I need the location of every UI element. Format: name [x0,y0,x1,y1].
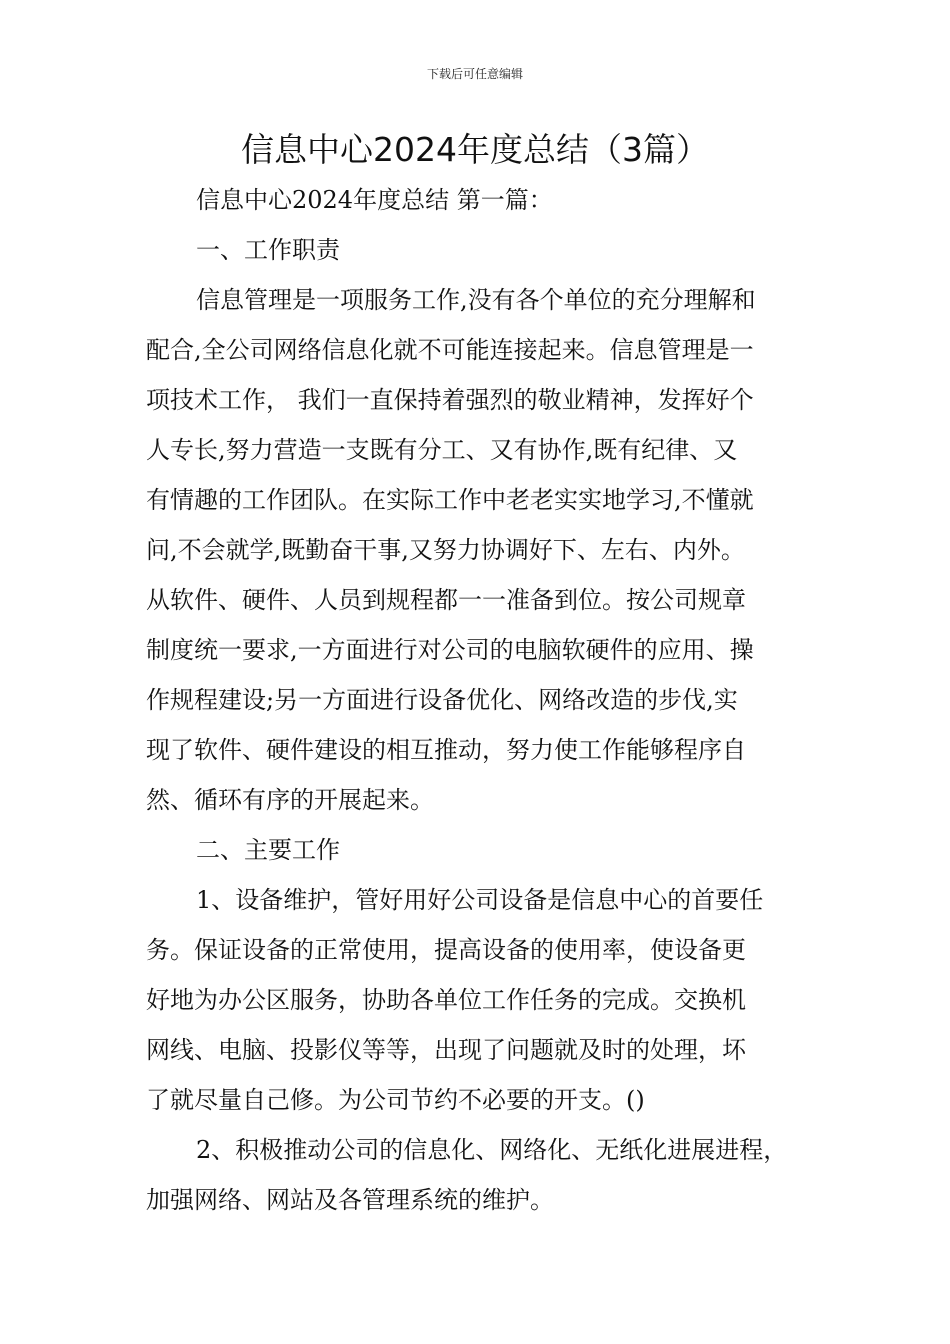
paragraph-line: 网线、电脑、投影仪等等，出现了问题就及时的处理，坏 [146,1036,746,1064]
paragraph-line: 2、积极推动公司的信息化、网络化、无纸化进展进程， [196,1136,788,1164]
paragraph-line: 问,不会就学,既勤奋干事,又努力协调好下、左右、内外。 [146,536,745,564]
paragraph-line: 有情趣的工作团队。在实际工作中老老实实地学习,不懂就 [146,486,754,514]
paragraph-line: 了就尽量自己修。为公司节约不必要的开支。() [146,1086,645,1114]
paragraph-line: 信息管理是一项服务工作,没有各个单位的充分理解和 [196,286,756,314]
paragraph-line: 1、设备维护，管好用好公司设备是信息中心的首要任 [196,886,764,914]
document-title: 信息中心2024年度总结（3篇） [241,130,709,169]
paragraph-line: 项技术工作， 我们一直保持着强烈的敬业精神，发挥好个 [146,386,754,414]
paragraph-line: 作规程建设;另一方面进行设备优化、网络改造的步伐,实 [146,686,738,714]
paragraph-line: 然、循环有序的开展起来。 [146,786,434,814]
paragraph-line: 从软件、硬件、人员到规程都一一准备到位。按公司规章 [146,586,746,614]
section-heading-main-work: 二、主要工作 [196,836,340,864]
paragraph-line: 配合,全公司网络信息化就不可能连接起来。信息管理是一 [146,336,754,364]
document-body [146,175,810,1225]
paragraph-line: 人专长,努力营造一支既有分工、又有协作,既有纪律、又 [146,436,738,464]
section-heading-duties: 一、工作职责 [196,236,340,264]
paragraph-line: 好地为办公区服务，协助各单位工作任务的完成。交换机 [146,986,746,1014]
header-note: 下载后可任意编辑 [426,67,523,81]
paragraph-line: 现了软件、硬件建设的相互推动，努力使工作能够程序自 [146,736,746,764]
section-intro-line: 信息中心2024年度总结 第一篇： [196,186,553,214]
paragraph-line: 务。保证设备的正常使用，提高设备的使用率，使设备更 [146,936,746,964]
paragraph-line: 加强网络、网站及各管理系统的维护。 [146,1186,554,1214]
paragraph-line: 制度统一要求,一方面进行对公司的电脑软硬件的应用、操 [146,636,754,664]
